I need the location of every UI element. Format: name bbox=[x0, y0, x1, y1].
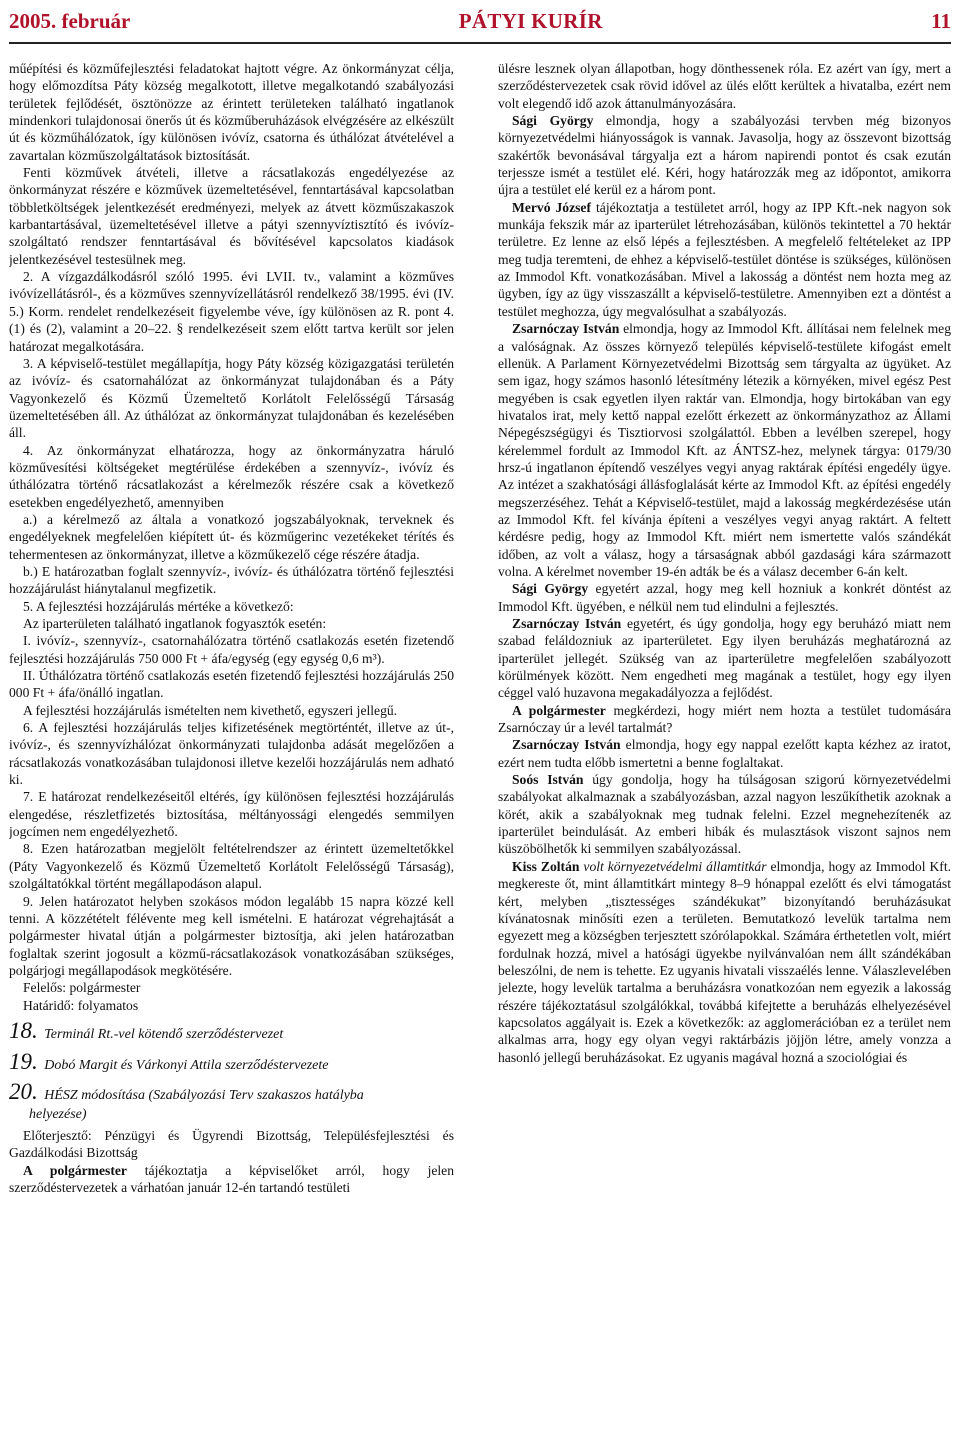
paragraph: 6. A fejlesztési hozzájárulás teljes kifizetésének megtörténtét, illetve az út-, ivóvíz-, és szennyvízhálózat önkormányzati tulajdonba adását megelőzően a rácsatlakozás vonatkozásában tulajdonosi illetve kezelői hozzájárulás nem adható ki. bbox=[9, 720, 454, 788]
speaker-name: Mervó József bbox=[512, 199, 591, 215]
speaker-name: Sági György bbox=[512, 113, 594, 129]
paragraph bbox=[498, 771, 951, 858]
agenda-number: 18. bbox=[9, 1017, 38, 1043]
paragraph: II. Úthálózatra történő csatlakozás esetén fizetendő fejlesztési hozzájárulás 250 000 Ft + áfa/önálló ingatlan. bbox=[9, 668, 454, 701]
paragraph bbox=[498, 199, 951, 320]
paragraph: 5. A fejlesztési hozzájárulás mértéke a következő: bbox=[23, 598, 294, 614]
paragraph: I. ivóvíz-, szennyvíz-, csatornahálózatra történő csatlakozás esetén fizetendő fejlesztési hozzájárulás 750 000 Ft + áfa/egység (egy egység 0,6 m³). bbox=[9, 633, 454, 666]
paragraph: a.) a kérelmező az általa a vonatkozó jogszabályoknak, terveknek és engedélyeknek megfelelően kiépített út- és közműgerinc vezetékeket térítés és tehermentesen az önkormányzat, illetve a közműkezelő cége részére átadja. bbox=[9, 511, 454, 562]
page-number: 11 bbox=[931, 8, 951, 33]
paragraph: 2. A vízgazdálkodásról szóló 1995. évi LVII. tv., valamint a közműves ivóvízellátásról-, és a közműves szennyvízellátásról rendelkező 38/1995. évi (IV. 5.) Korm. rendelet rendelkezéseit figyelembe véve, így különösen az R. pont 4. (1) és (2), valamint a 20–22. § rendelkezéseit szem előtt tartva került sor jelen határozat megalkotására. bbox=[9, 269, 454, 354]
speaker-name: Zsarnóczay István bbox=[512, 737, 621, 753]
agenda-number: 19. bbox=[9, 1048, 38, 1074]
page-header bbox=[9, 0, 951, 44]
paragraph: 4. Az önkormányzat elhatározza, hogy az önkormányzatra háruló közművesítési költségeket megtérülése érdekében a szennyvíz-, ivóvíz és úthálózatra történő rácsatlakozást a kérelmezők részére csak a következő esetekben engedélyezhető, amennyiben bbox=[9, 442, 454, 510]
paragraph: 7. E határozat rendelkezéseitől eltérés, így különösen fejlesztési hozzájárulás elengedése, részletfizetés biztosítása, méltányossági elengedés semmilyen jogcímen nem engedélyezhető. bbox=[9, 789, 454, 840]
paragraph: Határidő: folyamatos bbox=[23, 997, 139, 1013]
paragraph: 8. Ezen határozatban megjelölt feltételrendszer az érintett üzemeltetőkkel (Páty Vagyonkezelő és Közmű Üzemeltető Korlátolt Felelősségű Társaság), szolgáltatókkal történt megállapodáson alapul. bbox=[9, 841, 454, 892]
paragraph bbox=[498, 736, 951, 771]
speaker-name: Kiss Zoltán bbox=[512, 858, 580, 874]
issue-date: 2005. február bbox=[9, 8, 131, 33]
paragraph bbox=[498, 615, 951, 702]
speaker-text: egyetért azzal, hogy meg kell hozniuk a konkrét döntést az Immodol Kft. ügyében, e nélkül nem tud elindulni a fejlesztés. bbox=[498, 581, 951, 614]
speaker-text: elmondja, hogy az Immodol Kft. állításai nem felelnek meg a valóságnak. Az összes környező település képviselő-testülete kifogást emelt ellenük. A Parlament Környezetvédelmi Bizottság sem tárgyalta az ügyüket. Az sem igaz, hogy számos hasonló létesítmény létezik a környéken, mivel egész Pest megyében is csak egyetlen ilyen raktár van. Elmondja, hogy birtokában van egy hivatalos irat, mely kettő nappal ezelőtt érkezett az önkormányzathoz az Állami Népegészségügyi és Tisztiorvosi szolgálattól. Ebben a levélben szerepel, hogy kérelemmel fordult az Immodol Kft. az ÁNTSZ-hez, melynek tárgya: 0179/30 hrsz-ú ingatlanon építendő veszélyes vegyi anyag raktárak építési engedély ügye. Az intézet a szakhatósági állásfoglalását kérte az Immodol Kft. az építési engedély megszerzéséhez. Tehát a Képviselő-testület, majd a lakosság megkérdezésése után az Immodol Kft. fel kívánja építeni a veszélyes vegyi anyag raktárt. A feltett kérdésre pedig, hogy az Immodol Kft. miért nem ismertette valós szándékát időben, az volt a válasz, hogy a társaságnak abból gazdasági kára származott volna. A kérelmet november 19-én adták be és a válasz december 6-án kelt. bbox=[498, 321, 951, 579]
paragraph: b.) E határozatban foglalt szennyvíz-, ivóvíz- és úthálózatra történő fejlesztési hozzájárulást hiánytalanul megfizetik. bbox=[9, 563, 454, 597]
paragraph: Fenti közművek átvételi, illetve a rácsatlakozás engedélyezése az önkormányzat részére e közművek üzemeltetésével, fenntartásával kapcsolatban többletköltségek jelentkezését eredményezi, melyek az átvett közműszakaszok karbantartásával, üzemeltetésével illetve a pátyi szennyvíztisztító és ivóvíz-szolgáltató rendszer fenntartásával és bővítésével kapcsolatos kiadások jelentkezésével testesülnek meg. bbox=[9, 165, 454, 267]
paragraph bbox=[498, 858, 951, 1066]
paragraph: ülésre lesznek olyan állapotban, hogy dönthessenek róla. Ez azért van így, mert a szerződéstervezetek csak rövid idővel az ülés előtt kerültek a hivatalba, ezért nem volt elegendő idő azok áttanulmányozására. bbox=[498, 61, 951, 111]
speaker-text: megkérdezi, hogy miért nem hozta a testület tudomására Zsarnóczay úr a levél tartalmát? bbox=[498, 702, 951, 736]
paragraph: Előterjesztő: Pénzügyi és Ügyrendi Bizottság, Településfejlesztési és Gazdálkodási Bizottság bbox=[9, 1127, 454, 1161]
paragraph: Felelős: polgármester bbox=[23, 980, 141, 996]
speaker-text: tájékoztatja a képviselőket arról, hogy jelen szerződéstervezetek a várhatóan január 12-én tartandó testületi bbox=[9, 1162, 454, 1195]
left-column bbox=[9, 60, 454, 1427]
agenda-item-18 bbox=[9, 1017, 454, 1045]
agenda-title: Dobó Margit és Várkonyi Attila szerződéstervezete bbox=[44, 1057, 329, 1073]
paragraph bbox=[498, 112, 951, 199]
speaker-text: úgy gondolja, hogy ha túlságosan szigorú környezetvédelmi szabályokat alkalmaznak a szabályozásban, azzal nagyon leszűkíthetik azoknak a körét, akik a szabályoknak meg tudnak felelni. Ezzel megnehezítenék az iparterület beindulását. Az emberi hibák és mulasztások viszont sajnos nem küszöbölhetők ki semmilyen szabályozással. bbox=[498, 772, 951, 857]
speaker-name: Zsarnóczay István bbox=[512, 616, 622, 631]
agenda-title-continued: helyezése) bbox=[29, 1106, 87, 1122]
speaker-name: Sági György bbox=[512, 581, 589, 597]
speaker-text: elmondja, hogy az Immodol Kft. megkereste őt, mint államtitkárt mintegy 8–9 hónappal ezelőtt és elvi támogatást kért, melyben „tisztességes szándékukat” bizonyítandó beruházásukat kívánatosnak minősíti ezen a területen. Bemutatkozó levelük tartalma nem egyezett meg a községben terjesztett szórólapokkal. Számára érthetetlen volt, miért fordulnak hozzá, mivel a hatósági ügyekbe nyilvánvalóan nem állt szándékában beleszólni, de nem is tehette. Ez ugyanis hivatali visszaélés lenne. Válaszlevelében jelezte, hogy levelük tartalma a beruházásra vonatkozóan nem egyezik a lakosság részére tájékoztatásul szolgálókkal, továbbá kifejtette a beruházás elhelyezésével kapcsolatos aggályait is. Ezek a következők: az agglomerációban ez a terület nem alkalmas arra, hogy egy olyan vegyi raktárbázis jöjjön létre, amely vonzza a hasonló jellegű beruházásokat. Ez ugyanis magával hozná a szociológiai és bbox=[498, 858, 951, 1065]
speaker-title: volt környezetvédelmi államtitkár bbox=[579, 858, 767, 874]
article-columns bbox=[9, 60, 951, 1427]
speaker-name: A polgármester bbox=[23, 1162, 127, 1178]
paragraph bbox=[498, 580, 951, 615]
speaker-name: Soós István bbox=[512, 772, 584, 788]
right-column bbox=[498, 60, 951, 1427]
agenda-title: HÉSZ módosítása (Szabályozási Terv szakaszos hatályba bbox=[44, 1087, 364, 1103]
speaker-name: Zsarnóczay István bbox=[512, 321, 620, 337]
paragraph: Az iparterületen található ingatlanok fogyasztók esetén: bbox=[23, 616, 327, 631]
paragraph bbox=[498, 320, 951, 580]
paragraph: A fejlesztési hozzájárulás ismételten nem kivethető, egyszeri jellegű. bbox=[23, 702, 398, 718]
speaker-text: tájékoztatja a testületet arról, hogy az IPP Kft.-nek nagyon sok munkája fekszik már az iparterület létrehozásában, különös tekintettel a 70 hektár területre. Ez lenne az első lépés a fejlesztésben. A megfelelő feltételeket az IPP meg tudja teremteni, de ehhez a képviselő-testület döntése is szükséges, különösen az Immodol Kft. vonatkozásában. Mivel a lakosság a döntést nem hozta meg az ügyben, így az ügy visszaszállt a képviselő-testületre. Amennyiben ezt a döntést a testület meghozza, úgy megvalósulhat a szabályozás. bbox=[498, 199, 951, 319]
agenda-title: Terminál Rt.-vel kötendő szerződéstervezet bbox=[44, 1026, 284, 1042]
speaker-text: egyetért, és úgy gondolja, hogy egy beruházó miatt nem szabad feláldozniuk az iparterületet. Egy ilyen beruházás meghatározná az iparterület jellegét. Szükség van az iparterületre megfelelően szabályozott körülmények között. Nem engedheti meg magának a testület, hogy egy ilyen céggel való huzavona megakadályozza a fejlődést. bbox=[498, 616, 951, 701]
paragraph: műépítési és közműfejlesztési feladatokat hajtott végre. Az önkormányzat célja, hogy előmozdítsa Páty község megalkotott, illetve megalkotandó szabályozási területek fejlődését, ösztönözze az érintett területeken található ingatlanok mindenkori tulajdonosai önerős út és közműberuházások elvégzésére az elkészült út és közműhálózatok, így különösen ivóvíz, csatorna és úthálózat átvételével a zavartalan közműszolgáltatások biztosítását. bbox=[9, 61, 454, 163]
newspaper-title: PÁTYI KURÍR bbox=[458, 8, 603, 33]
agenda-item-19 bbox=[9, 1048, 454, 1076]
speaker-name: A polgármester bbox=[512, 702, 606, 718]
agenda-item-20 bbox=[9, 1078, 454, 1124]
paragraph bbox=[9, 1162, 454, 1197]
speaker-text: elmondja, hogy egy nappal ezelőtt kapta kézhez az iratot, ezért nem tudta előbb ismertetni a benne foglaltakat. bbox=[498, 737, 951, 770]
paragraph: 9. Jelen határozatot helyben szokásos módon legalább 15 napra közzé kell tenni. A közzétételt félévente meg kell ismételni. E határozat végrehajtását a polgármester hivatal útján a polgármester biztosítja, aki jelen határozatban foglaltak szerint jogosult a közmű-rácsatlakozások vonatkozásában szükséges, polgárjogi megállapodások megkötésére. bbox=[9, 893, 454, 978]
paragraph bbox=[498, 702, 951, 737]
paragraph: 3. A képviselő-testület megállapítja, hogy Páty község közigazgatási területén az ivóvíz- és csatornahálózat az önkormányzat tulajdonában és a Páty Vagyonkezelő és Közmű Üzemeltető Korlátolt Felelősségű Társaság üzemeltetésében áll. Az úthálózat az önkormányzat tulajdonában és kezelésében áll. bbox=[9, 355, 454, 441]
speaker-text: elmondja, hogy a szabályozási tervben még bizonyos környezetvédelmi hiányosságok is vannak. Javasolja, hogy az összevont bizottság szakértők bevonásával tárgyalja ezt a három napirendi pontot és csak ezután terjessze ismét a testület elé. Kéri, hogy határozzák meg az időpontot, amikorra újra a testület elé kerül ez a három pont. bbox=[498, 113, 951, 198]
agenda-number: 20. bbox=[9, 1078, 38, 1104]
